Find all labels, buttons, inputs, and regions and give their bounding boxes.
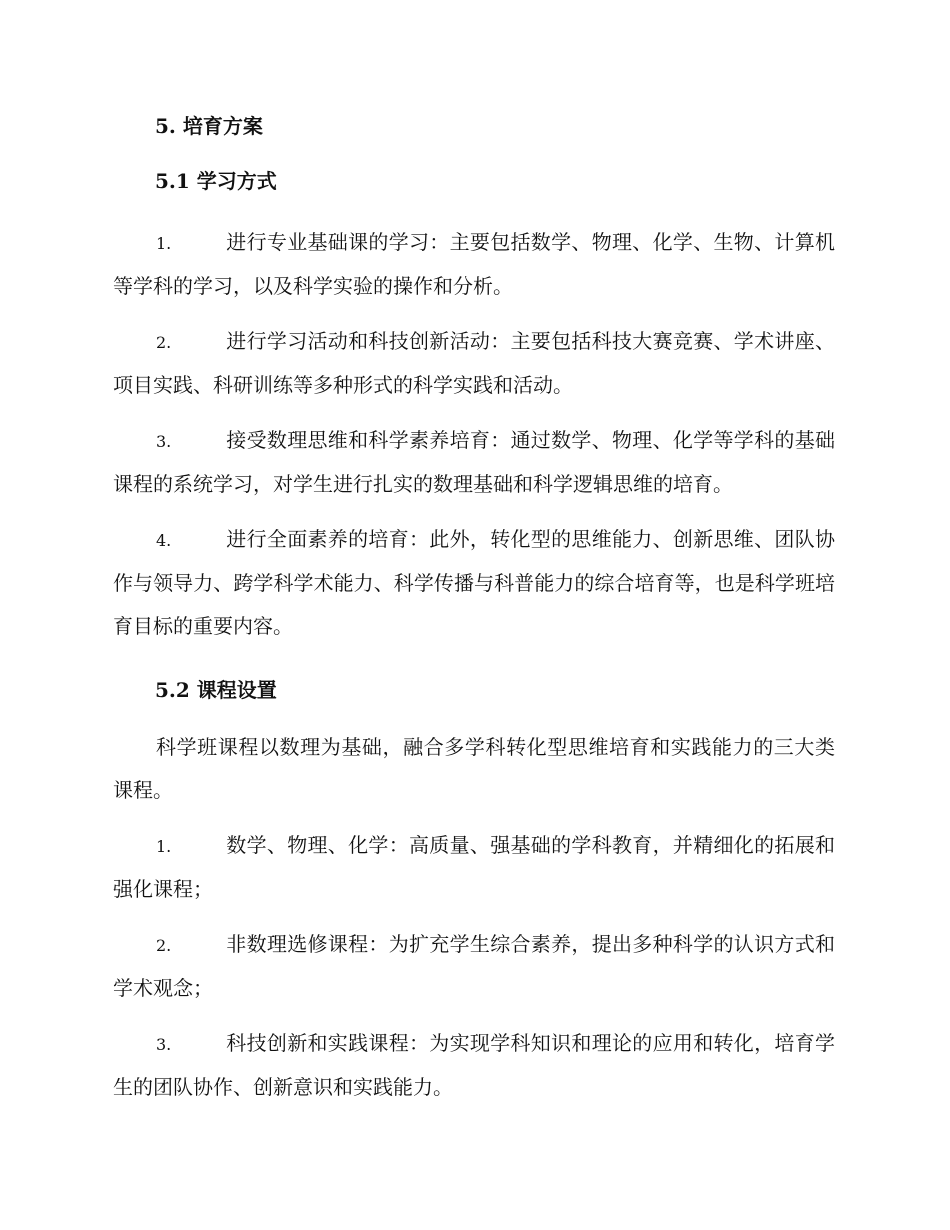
list-item-number: 2. <box>156 936 172 955</box>
list-item <box>113 419 835 506</box>
list-item-number: 3. <box>156 432 172 451</box>
list-item-text: 进行全面素养的培育：此外，转化型的思维能力、创新思维、团队协作与领导力、跨学科学术能力、科学传播与科普能力的综合培育等，也是科学班培育目标的重要内容。 <box>113 527 835 638</box>
courses-intro-paragraph: 科学班课程以数理为基础，融合多学科转化型思维培育和实践能力的三大类课程。 <box>113 735 835 802</box>
section-heading: 5. 培育方案 <box>155 114 263 138</box>
list-item-text: 非数理选修课程：为扩充学生综合素养，提出多种科学的认识方式和学术观念； <box>113 932 835 1000</box>
list-item <box>113 824 835 911</box>
list-item <box>113 320 835 407</box>
list-item-text: 进行专业基础课的学习：主要包括数学、物理、化学、生物、计算机等学科的学习，以及科学实验的操作和分析。 <box>113 230 835 298</box>
list-item-number: 1. <box>156 234 172 253</box>
list-item <box>113 1022 835 1109</box>
list-item-text: 进行学习活动和科技创新活动：主要包括科技大赛竞赛、学术讲座、项目实践、科研训练等多种形式的科学实践和活动。 <box>113 329 835 397</box>
subsection-heading-study: 5.1 学习方式 <box>155 169 277 193</box>
list-item <box>113 923 835 1010</box>
list-item-number: 1. <box>156 837 172 856</box>
list-item <box>113 221 835 308</box>
subsection-heading-courses: 5.2 课程设置 <box>155 678 277 702</box>
list-item-number: 2. <box>156 333 172 352</box>
list-item-text: 科技创新和实践课程：为实现学科知识和理论的应用和转化，培育学生的团队协作、创新意识和实践能力。 <box>113 1031 835 1099</box>
list-item-number: 4. <box>156 531 172 550</box>
list-item-number: 3. <box>156 1035 172 1054</box>
list-item-text: 接受数理思维和科学素养培育：通过数学、物理、化学等学科的基础课程的系统学习，对学生进行扎实的数理基础和科学逻辑思维的培育。 <box>113 428 835 496</box>
list-item <box>113 518 835 648</box>
list-item-text: 数学、物理、化学：高质量、强基础的学科教育，并精细化的拓展和强化课程； <box>113 833 835 901</box>
